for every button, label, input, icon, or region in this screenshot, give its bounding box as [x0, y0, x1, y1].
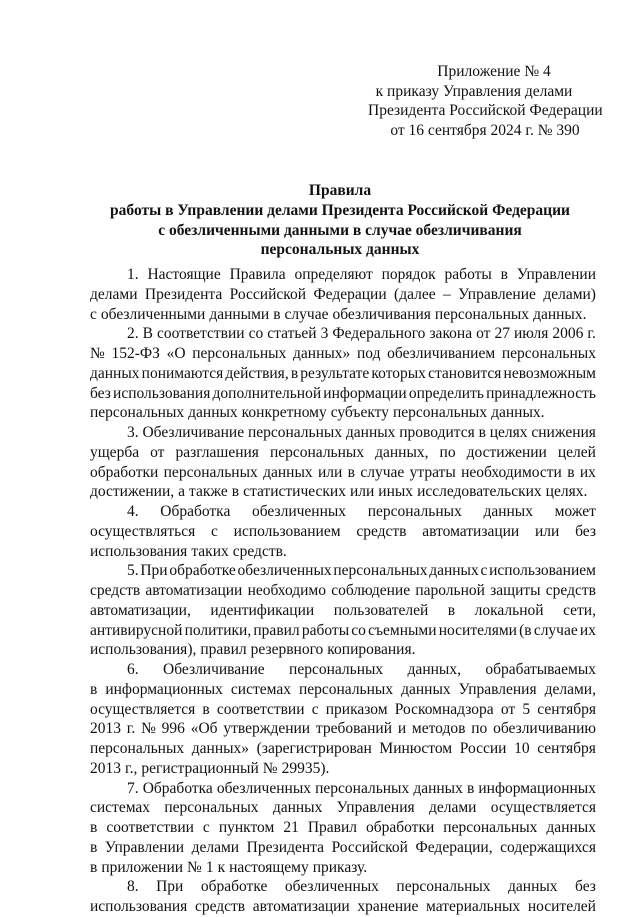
body-word: данных, — [407, 661, 461, 678]
body-word: в — [202, 700, 210, 718]
body-line — [90, 443, 596, 463]
body-word: 8. — [127, 878, 139, 896]
body-word: Роскомнадзора — [394, 700, 494, 718]
body-word: принадлежность — [486, 384, 596, 402]
body-word: соответствии — [106, 819, 194, 836]
body-word: персональных — [192, 345, 287, 362]
body-word: Российской — [229, 285, 307, 303]
body-word: данных — [345, 424, 396, 441]
body-word: персональных — [90, 404, 185, 422]
body-word: 2013 — [90, 720, 121, 738]
body-word: 2013 — [90, 759, 121, 777]
body-word: локальной — [474, 601, 544, 619]
body-word: в — [90, 858, 98, 876]
body-word: по — [471, 720, 488, 738]
body-word: персональных — [367, 503, 462, 520]
body-word: персональных — [333, 562, 428, 580]
body-word: обработки — [365, 819, 435, 836]
body-word: достижении — [466, 443, 547, 461]
body-word: содержащихся — [500, 838, 596, 856]
body-word: использования — [90, 542, 188, 560]
body-word: автоматизации — [145, 582, 243, 599]
body-line — [90, 482, 596, 502]
body-line — [90, 463, 596, 483]
body-word: которых — [371, 364, 426, 382]
body-word: Президента — [144, 285, 223, 303]
body-line — [90, 403, 596, 423]
body-line — [90, 502, 596, 522]
body-word: Минюстом — [379, 740, 453, 757]
body-word: 996 — [161, 720, 185, 738]
body-word: съемными — [368, 621, 437, 639]
body-word: от — [500, 700, 516, 718]
body-word: обезличенных — [216, 779, 311, 797]
body-word: информационных — [478, 779, 596, 797]
body-word: персональных — [164, 799, 259, 817]
body-word: сети, — [563, 601, 596, 619]
body-word: данных, — [375, 443, 429, 461]
body-word: закона — [429, 325, 473, 343]
body-word: 29935). — [281, 759, 330, 777]
body-word: требований — [315, 720, 393, 738]
body-word: автоматизации — [422, 522, 520, 540]
body-word: данными — [209, 305, 270, 323]
body-word: приказу. — [312, 858, 368, 876]
body-word: снижения — [531, 424, 596, 441]
body-word: персональных — [247, 424, 343, 441]
body-word: в — [347, 463, 355, 481]
body-line — [90, 265, 596, 285]
body-word: таких — [191, 542, 229, 560]
body-line — [90, 660, 596, 680]
body-word: средств — [90, 582, 141, 599]
body-word: политики, — [184, 621, 252, 639]
body-word: со — [351, 621, 366, 639]
body-word: в — [478, 424, 486, 441]
body-word: а — [178, 483, 186, 501]
body-word: системах — [90, 799, 151, 817]
body-word: 1. — [127, 266, 139, 283]
body-word: персональных — [434, 305, 530, 323]
body-word: 4. — [127, 503, 139, 520]
body-word: иных — [378, 483, 414, 501]
body-word: с — [90, 305, 97, 323]
body-word: понимаются — [141, 364, 224, 382]
body-word: в — [466, 779, 475, 797]
body-word: в — [447, 601, 456, 619]
body-word: № — [141, 720, 156, 738]
body-word: приказом — [325, 700, 388, 718]
body-word: Обработка — [142, 779, 213, 797]
body-word: использования — [113, 384, 211, 402]
body-word: При — [140, 562, 168, 580]
body-word: персональных — [392, 404, 488, 422]
body-word: соответствии — [157, 325, 245, 343]
body-word: резервного — [250, 641, 324, 659]
body-line — [90, 581, 596, 601]
body-word: без — [90, 384, 111, 402]
body-line — [90, 798, 596, 818]
body-word: идентификации — [210, 601, 315, 619]
body-word: № — [262, 759, 278, 777]
body-line — [90, 779, 596, 799]
body-word: приложении — [101, 858, 184, 876]
body-word: Правил — [307, 819, 357, 836]
body-word: средств — [356, 522, 407, 540]
body-word: от — [476, 325, 491, 343]
document-body — [90, 265, 596, 917]
body-line — [90, 364, 596, 384]
body-word: соблюдение — [331, 582, 411, 599]
body-word: автоматизации — [252, 898, 350, 915]
body-word: данных» — [191, 740, 250, 757]
body-line — [90, 759, 596, 779]
body-word: целей — [557, 443, 596, 461]
body-word: в — [90, 819, 98, 836]
body-word: информационных — [105, 680, 223, 698]
body-word: действия, — [225, 364, 289, 382]
body-word: может — [554, 503, 596, 520]
body-word: Настоящие — [147, 266, 221, 283]
body-line — [90, 384, 596, 404]
body-word: данных — [401, 680, 451, 698]
body-word: данных — [429, 562, 479, 580]
body-word: утраты — [409, 463, 456, 481]
body-word: дополнительной — [212, 384, 322, 402]
appendix-line: к приказу Управления делами — [375, 82, 573, 100]
body-word: использования — [90, 898, 188, 915]
body-word: с — [211, 522, 218, 540]
body-word: сентября — [537, 740, 596, 757]
body-word: Обезличивание — [163, 661, 265, 678]
body-word: ущерба — [90, 443, 140, 461]
body-word: (в — [519, 621, 532, 639]
body-word: с — [311, 700, 319, 718]
body-word: средств. — [232, 542, 287, 560]
body-word: данных — [546, 819, 596, 836]
body-line — [90, 522, 596, 542]
body-word: пользователей — [333, 601, 429, 619]
body-word: обработке — [169, 562, 236, 580]
body-word: обезличенных — [284, 878, 379, 896]
body-word: данных. — [533, 305, 587, 323]
body-word: «Об — [190, 720, 218, 738]
body-word: сентября — [537, 700, 596, 718]
body-word: целях — [489, 424, 528, 441]
body-word: правил — [200, 641, 247, 659]
body-word: без — [575, 878, 596, 896]
body-word: становится — [428, 364, 502, 382]
body-word: утверждении — [223, 720, 311, 738]
body-word: со — [248, 325, 264, 343]
body-word: без — [575, 522, 596, 540]
body-word: делами — [428, 799, 477, 817]
body-line — [90, 700, 596, 720]
body-word: системах — [230, 680, 291, 698]
body-word: в — [90, 838, 98, 856]
body-word: защиты — [490, 582, 541, 599]
body-line — [90, 621, 596, 641]
body-word: результате — [300, 364, 370, 382]
body-word: данных» — [293, 345, 351, 362]
body-line — [90, 344, 596, 364]
body-word: с — [202, 819, 210, 836]
body-word: данных — [272, 799, 323, 817]
body-word: (зарегистрирован — [256, 740, 372, 757]
document-title — [60, 181, 620, 260]
body-line — [90, 601, 596, 621]
body-word: работы — [301, 621, 350, 639]
body-word: 7. — [127, 779, 139, 797]
body-line — [90, 285, 596, 305]
body-line — [90, 542, 596, 562]
body-word: методов — [411, 720, 466, 738]
body-word: субъекту — [330, 404, 389, 422]
body-word: обезличенных — [237, 562, 332, 580]
body-word: г. — [587, 325, 596, 343]
body-word: данных — [413, 779, 463, 797]
body-word: осуществляться — [90, 522, 196, 540]
body-word: и — [397, 720, 407, 738]
body-word: в — [231, 483, 240, 501]
body-word: невозможным — [503, 364, 596, 382]
body-word: Обработка — [160, 503, 231, 520]
body-word: или — [535, 522, 560, 540]
body-word: данных — [508, 878, 558, 896]
body-word: статьей — [267, 325, 317, 343]
body-word: 152-ФЗ — [111, 345, 160, 362]
body-word: 3 — [320, 325, 329, 343]
body-line — [90, 324, 596, 344]
body-word: делами) — [543, 285, 596, 303]
body-word: Управление — [458, 285, 536, 303]
body-word: 2006 — [552, 325, 584, 343]
body-word: в — [290, 364, 299, 382]
body-word: При — [156, 878, 184, 896]
body-word: соответствии — [216, 700, 305, 718]
body-line — [90, 897, 596, 917]
body-word: использованием — [233, 522, 341, 540]
body-word: данных — [483, 503, 533, 520]
body-word: целях. — [545, 483, 588, 501]
body-word: статистических — [243, 483, 346, 501]
body-line — [90, 719, 596, 739]
body-word: случае — [284, 305, 329, 323]
body-word: определить — [408, 384, 484, 402]
body-line — [90, 680, 596, 700]
body-word: правил — [253, 621, 300, 639]
body-word: Российской — [331, 838, 408, 856]
body-word: их — [579, 621, 596, 639]
body-word: осуществляется — [490, 799, 596, 817]
body-word: Президента — [246, 838, 324, 856]
body-word: в — [567, 463, 575, 481]
body-word: антивирусной — [90, 621, 183, 639]
body-word: или — [349, 483, 375, 501]
body-word: в — [90, 680, 98, 698]
body-word: делами, — [544, 680, 596, 698]
body-line — [90, 838, 596, 858]
body-word: (далее — [394, 285, 436, 303]
appendix-header — [340, 62, 603, 140]
body-word: 5 — [522, 700, 531, 718]
body-word: с — [480, 562, 488, 580]
body-word: персональных — [315, 779, 410, 797]
title-line: Правила — [308, 182, 372, 199]
appendix-line: от 16 сентября 2024 г. № 390 — [390, 121, 580, 139]
body-word: по — [439, 443, 456, 461]
body-word: Федерального — [332, 325, 426, 343]
body-word: парольной — [415, 582, 485, 599]
body-word: необходимости — [461, 463, 562, 481]
body-line — [90, 818, 596, 838]
body-word: их — [579, 463, 596, 481]
appendix-line: Президента Российской Федерации — [368, 102, 603, 119]
body-word: обезличиванием — [387, 345, 496, 362]
body-word: – — [443, 285, 451, 303]
body-word: порядок — [381, 266, 436, 283]
body-word: случае — [360, 463, 405, 481]
body-word: «О — [166, 345, 186, 362]
body-word: обезличенными — [100, 305, 206, 323]
body-line — [90, 305, 596, 325]
body-word: 5. — [127, 562, 139, 580]
body-word: обработке — [200, 878, 268, 896]
title-line: работы в Управлении делами Президента Российской Федерации — [110, 201, 570, 219]
body-word: данных. — [491, 404, 545, 422]
body-word: 27 — [494, 325, 510, 343]
body-word: работы — [444, 266, 492, 283]
body-word: В — [142, 325, 153, 343]
body-word: к — [217, 858, 226, 876]
body-word: персональных — [501, 345, 596, 362]
body-word: 1 — [205, 858, 214, 876]
body-word: Федерации — [313, 285, 387, 303]
body-word: материальных — [426, 898, 521, 915]
body-word: исследовательских — [417, 483, 542, 501]
body-word: г. — [126, 720, 136, 738]
body-word: настоящему — [229, 858, 309, 876]
body-word: конкретному — [241, 404, 327, 422]
body-line — [90, 423, 596, 443]
body-word: копирования. — [327, 641, 416, 659]
body-word: или — [318, 463, 343, 481]
body-word: хранение — [357, 898, 419, 915]
body-word: 3. — [127, 424, 139, 441]
body-word: проводится — [399, 424, 475, 441]
body-word: регистрационный — [141, 759, 259, 777]
title-line: персональных данных — [260, 241, 420, 259]
body-word: под — [356, 345, 381, 362]
body-word: определяют — [294, 266, 373, 283]
body-word: персональных — [269, 443, 365, 461]
body-word: также — [189, 483, 228, 501]
body-word: использования), — [90, 641, 197, 659]
body-word: персональных — [289, 661, 384, 678]
body-word: случае — [533, 621, 578, 639]
body-word: России — [459, 740, 507, 757]
body-word: 2. — [127, 325, 139, 343]
body-word: г., — [125, 759, 138, 777]
body-word: обезличивания — [332, 305, 431, 323]
body-word: делами — [90, 285, 138, 303]
body-word: информации — [323, 384, 407, 402]
body-word: носителями — [438, 621, 517, 639]
body-word: 10 — [514, 740, 530, 757]
body-word: данных — [263, 463, 313, 481]
body-word: 21 — [283, 819, 299, 836]
body-word: Управления — [336, 799, 415, 817]
appendix-line: Приложение № 4 — [437, 63, 551, 80]
body-word: Федерации, — [415, 838, 493, 856]
body-word: в — [500, 266, 508, 283]
body-word: обезличиванию — [493, 720, 596, 738]
body-word: Управлении — [104, 838, 185, 856]
body-line — [90, 858, 596, 878]
body-word: разглашения — [175, 443, 259, 461]
body-word: данных — [188, 404, 238, 422]
body-line — [90, 640, 596, 660]
body-word: в — [273, 305, 281, 323]
body-word: обрабатываемых — [485, 661, 596, 678]
body-word: № — [187, 858, 202, 876]
title-line: с обезличенными данными в случае обезличивания — [158, 221, 522, 239]
body-word: обезличенных — [251, 503, 347, 520]
body-word: Управлении — [516, 266, 596, 283]
body-line — [90, 877, 596, 897]
body-word: достижении, — [90, 483, 175, 501]
body-word: средств — [194, 898, 246, 915]
body-word: персональных — [163, 463, 258, 481]
body-word: средств — [545, 582, 596, 599]
body-word: персональных — [298, 680, 394, 698]
body-word: персональных — [396, 878, 491, 896]
body-word: персональных — [90, 740, 185, 757]
body-word: делами — [191, 838, 240, 856]
body-word: от — [150, 443, 165, 461]
body-word: Правила — [229, 266, 286, 283]
body-word: использованием — [489, 562, 596, 580]
body-word: июля — [513, 325, 549, 343]
body-line — [90, 561, 596, 581]
body-word: автоматизации, — [90, 601, 191, 619]
body-line — [90, 739, 596, 759]
body-word: обработки — [90, 463, 159, 481]
body-word: Обезличивание — [142, 424, 245, 441]
body-word: осуществляется — [90, 700, 196, 718]
body-word: необходимо — [247, 582, 326, 599]
body-word: № — [90, 345, 105, 362]
body-word: носителей — [527, 898, 596, 915]
body-word: персональных — [443, 819, 538, 836]
body-word: данных — [90, 364, 140, 382]
body-word: 6. — [127, 661, 139, 678]
body-word: Управления — [458, 680, 537, 698]
body-word: пунктом — [218, 819, 275, 836]
